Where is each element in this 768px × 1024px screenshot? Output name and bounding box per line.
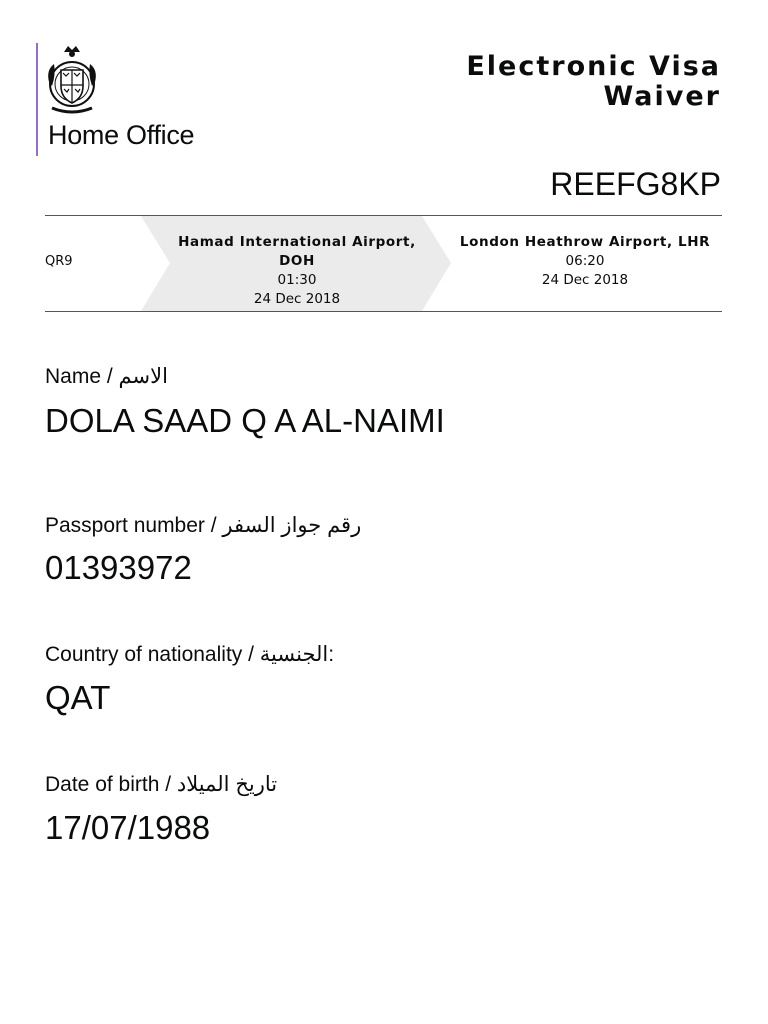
name-label: Name / الاسم [45, 365, 168, 388]
departure-airport: Hamad International Airport, [178, 234, 416, 250]
brand-accent-bar [36, 43, 38, 156]
departure-info [172, 233, 422, 309]
passport-value: 01393972 [45, 549, 192, 586]
name-value: DOLA SAAD Q A AL-NAIMI [45, 402, 445, 439]
arrival-info [455, 233, 715, 290]
departure-time: 01:30 [277, 272, 317, 288]
departure-airport-code: DOH [279, 253, 315, 269]
flight-details-strip [45, 215, 722, 312]
document-title-line1: Electronic Visa [466, 51, 721, 82]
dob-value: 17/07/1988 [45, 809, 211, 846]
arrival-date: 24 Dec 2018 [541, 272, 629, 288]
flight-number: QR9 [45, 254, 73, 269]
reference-number: REEFG8KP [550, 166, 721, 202]
passport-label: Passport number / رقم جواز السفر [45, 514, 362, 537]
dob-label: Date of birth / تاريخ الميلاد [45, 773, 278, 796]
royal-crest-icon [46, 42, 98, 120]
departure-date: 24 Dec 2018 [253, 291, 341, 307]
nationality-label: Country of nationality / الجنسية: [45, 643, 335, 666]
nationality-value: QAT [45, 679, 111, 716]
department-name: Home Office [48, 120, 195, 150]
document-title-line2: Waiver [603, 81, 721, 112]
document-title [466, 52, 721, 112]
arrival-time: 06:20 [565, 253, 605, 269]
arrival-airport: London Heathrow Airport, LHR [459, 234, 711, 250]
